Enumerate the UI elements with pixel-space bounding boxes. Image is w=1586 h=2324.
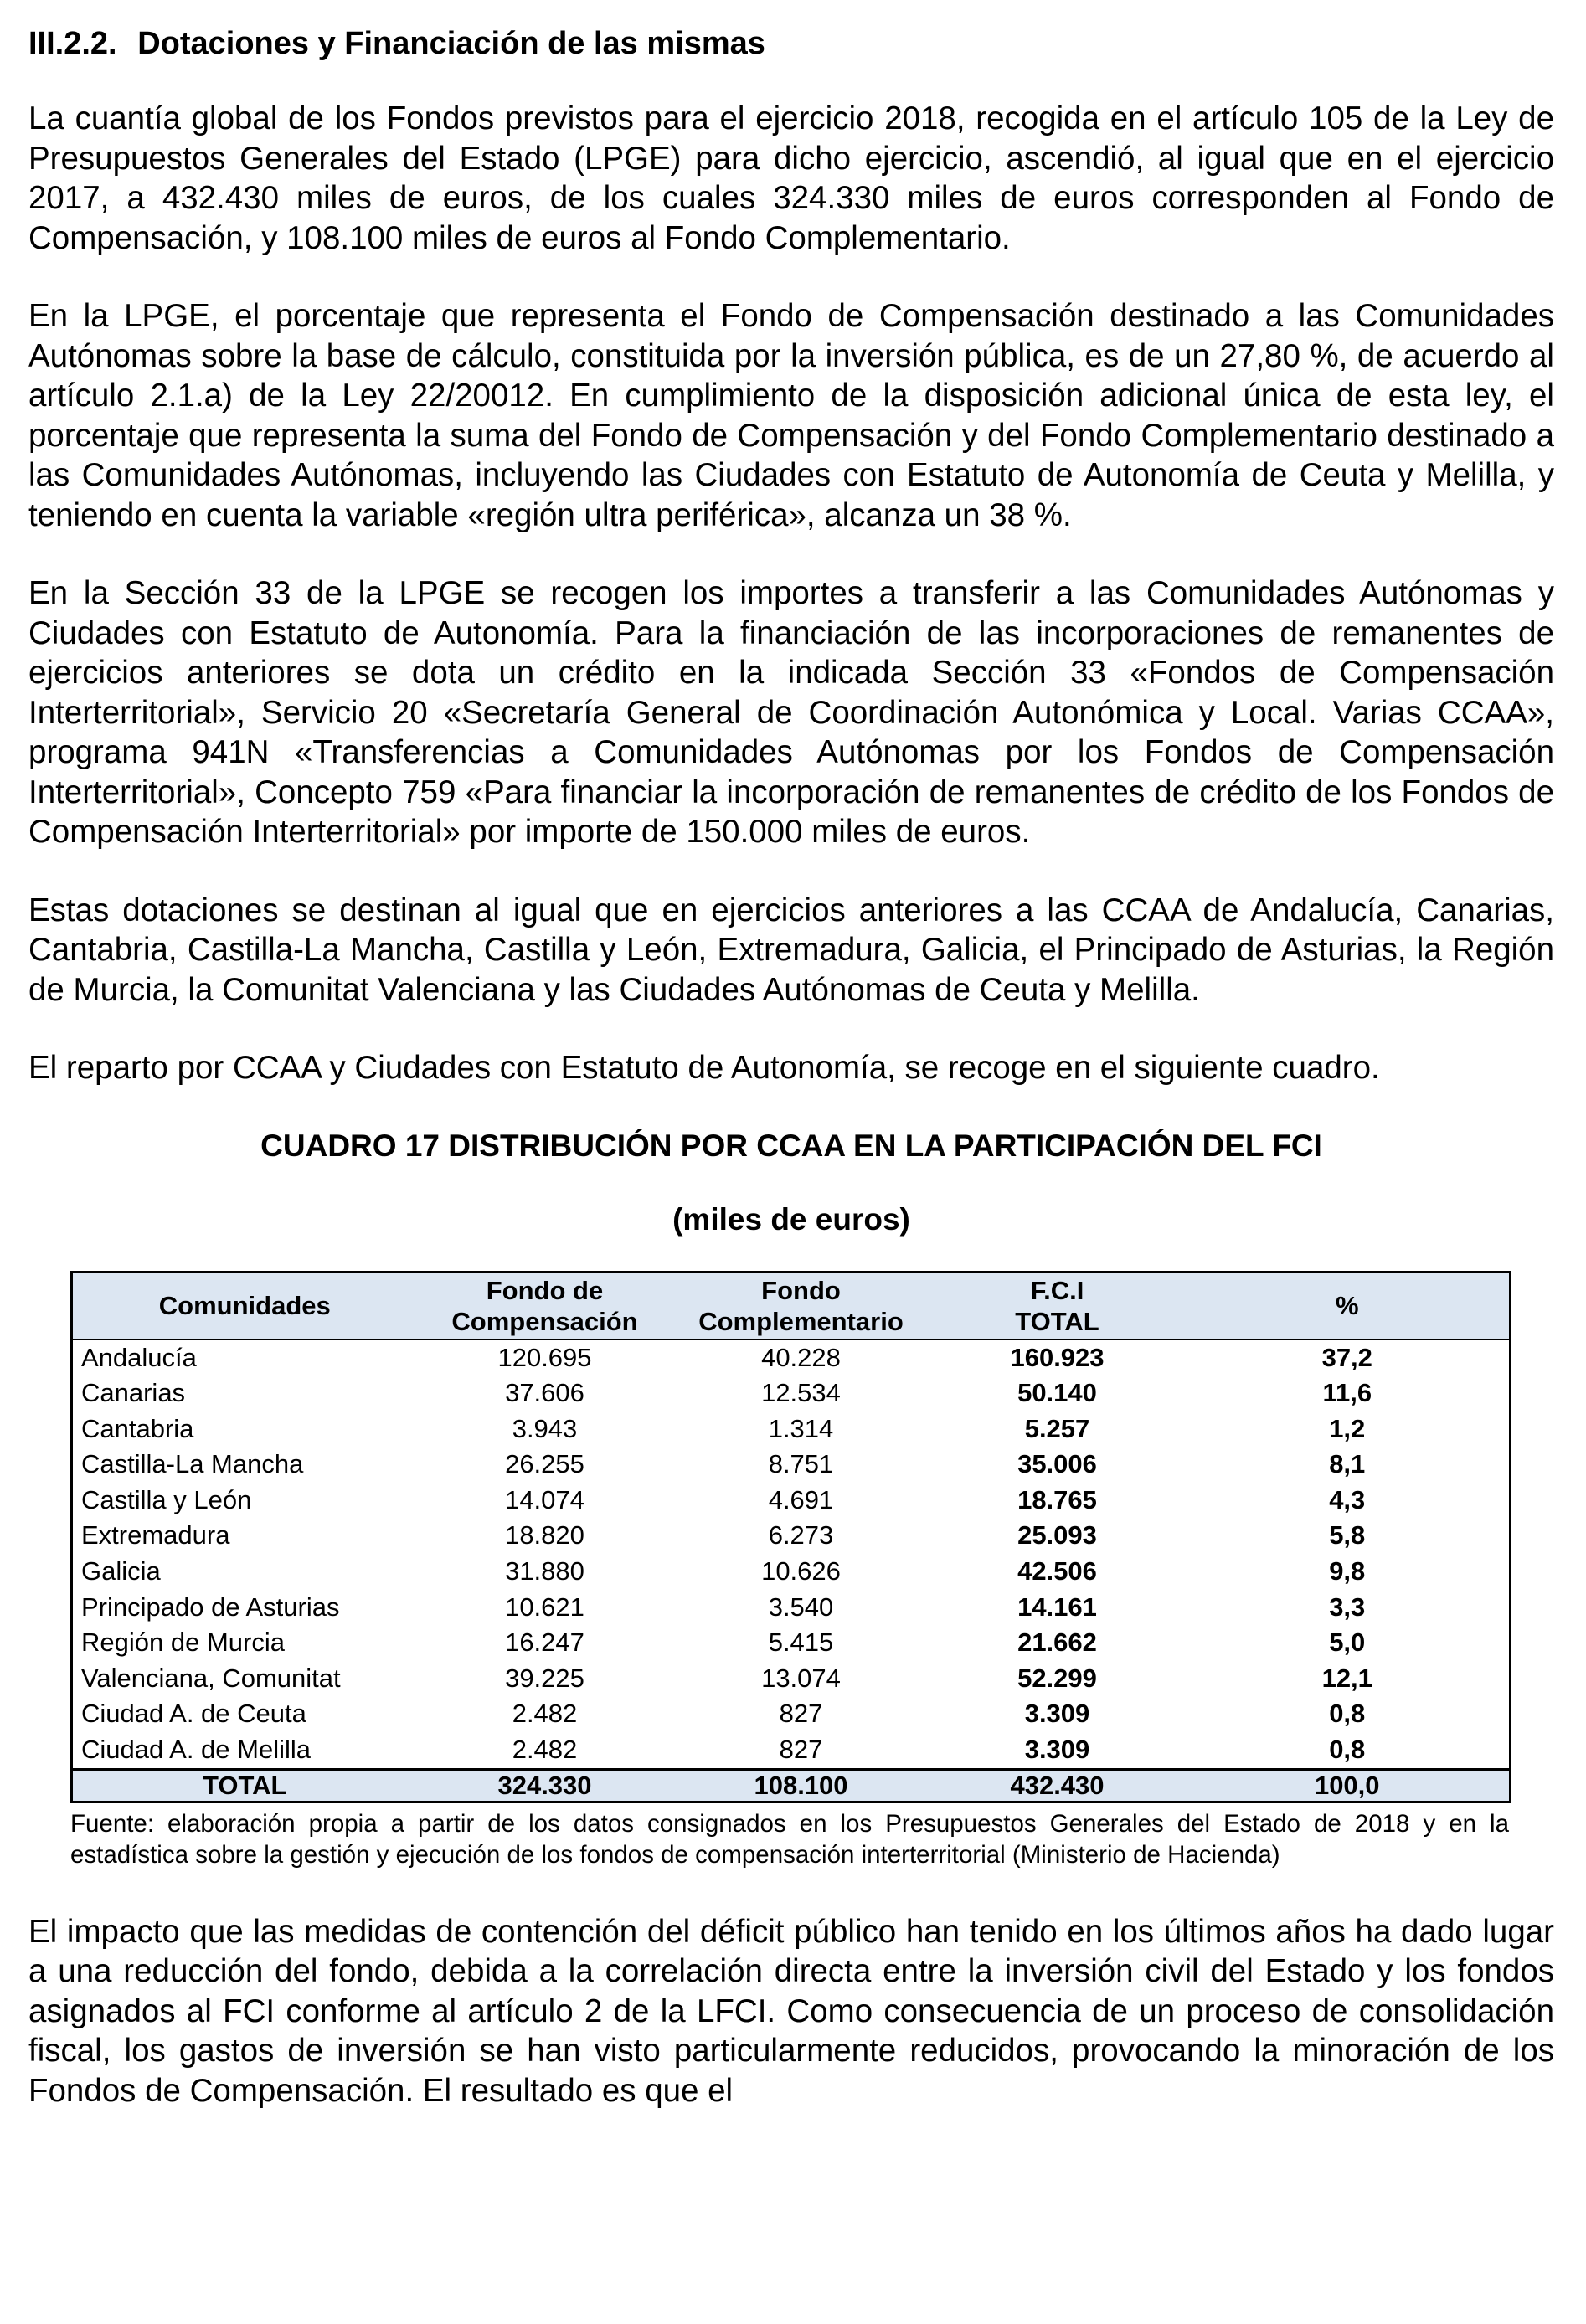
paragraph: En la Sección 33 de la LPGE se recogen los importes a transferir a las Comunidades Autónomas y Ciudades con Estatuto de Autonomía. Para la financiación de las incorporaciones de remanentes de ejercicios anteriores se dota un crédito en la indicada Sección 33 «Fondos de Compensación Interterritorial», Servicio 20 «Secretaría General de Coordinación Autonómica y Local. Varias CCAA», programa 941N «Transferencias a Comunidades Autónomas por los Fondos de Compensación Interterritorial», Concepto 759 «Para financiar la incorporación de remanentes de crédito de los Fondos de Compensación Interterritorial» por importe de 150.000 miles de euros. [28, 575, 1554, 850]
paragraph: Estas dotaciones se destinan al igual que en ejercicios anteriores a las CCAA de Andalucía, Canarias, Cantabria, Castilla-La Mancha, Castilla y León, Extremadura, Galicia, el Principado de Asturias, la Región de Murcia, la Comunitat Valenciana y las Ciudades Autónomas de Ceuta y Melilla. [28, 892, 1554, 1008]
cell-fondo-complementario: 13.074 [761, 1663, 841, 1693]
cell-fci-total: 5.257 [1024, 1413, 1090, 1443]
cell-percent: 9,8 [1329, 1556, 1366, 1586]
header-comunidades: Comunidades [72, 1272, 417, 1339]
cell-fci-total: 35.006 [1017, 1449, 1097, 1479]
table-title: CUADRO 17 DISTRIBUCIÓN POR CCAA EN LA PARTICIPACIÓN DEL FCI [260, 1128, 1322, 1163]
fci-distribution-table [70, 1271, 1511, 1803]
cell-comunidad: Castilla y León [81, 1484, 252, 1514]
cell-fci-total: 160.923 [1010, 1342, 1105, 1372]
cell-fci-total: 25.093 [1017, 1520, 1097, 1550]
cell-percent: 5,0 [1329, 1627, 1366, 1658]
paragraph: La cuantía global de los Fondos previstos para el ejercicio 2018, recogida en el artículo 105 de la Ley de Presupuestos Generales del Estado (LPGE) para dicho ejercicio, ascendió, al igual que en el ejercicio 2017, a 432.430 miles de euros, de los cuales 324.330 miles de euros corresponden al Fondo de Compensación, y 108.100 miles de euros al Fondo Complementario. [28, 100, 1554, 256]
table-row [72, 1375, 1511, 1411]
cell-fondo-complementario: 1.314 [768, 1413, 834, 1443]
table-body [72, 1339, 1511, 1770]
table-row [72, 1483, 1511, 1519]
table-total-row [72, 1769, 1511, 1802]
cell-fci-total: 14.161 [1017, 1591, 1097, 1622]
table-row [72, 1411, 1511, 1447]
cell-fondo-complementario: 5.415 [768, 1627, 834, 1658]
cell-fondo-compensacion: 10.621 [505, 1591, 584, 1622]
cell-fondo-compensacion: 2.482 [512, 1735, 578, 1765]
paragraph: En la LPGE, el porcentaje que representa el Fondo de Compensación destinado a las Comunidades Autónomas sobre la base de cálculo, constituida por la inversión pública, es de un 27,80 %, de acuerdo al artículo 2.1.a) de la Ley 22/20012. En cumplimiento de la disposición adicional única de esta ley, el porcentaje que representa la suma del Fondo de Compensación y del Fondo Complementario destinado a las Comunidades Autónomas, incluyendo las Ciudades con Estatuto de Autonomía de Ceuta y Melilla, y teniendo en cuenta la variable «región ultra periférica», alcanza un 38 %. [28, 298, 1554, 533]
table-row [72, 1590, 1511, 1626]
cell-fci-total: 50.140 [1017, 1378, 1097, 1408]
cell-percent: 11,6 [1322, 1378, 1372, 1408]
cell-fci-total: 3.309 [1024, 1699, 1090, 1729]
cell-comunidad: Región de Murcia [81, 1627, 285, 1658]
cell-comunidad: Canarias [81, 1378, 186, 1408]
cell-fondo-compensacion: 120.695 [497, 1342, 592, 1372]
table-row [72, 1554, 1511, 1590]
header-percent: % [1186, 1272, 1511, 1339]
cell-fondo-compensacion: 31.880 [505, 1556, 584, 1586]
cell-fondo-complementario: 4.691 [768, 1484, 834, 1514]
cell-comunidad: Principado de Asturias [81, 1591, 340, 1622]
cell-fondo-compensacion: 37.606 [505, 1378, 584, 1408]
cell-percent: 12,1 [1321, 1663, 1372, 1693]
table-header-row [72, 1272, 1511, 1339]
table-row [72, 1518, 1511, 1554]
table-row [72, 1661, 1511, 1697]
section-heading [28, 23, 1554, 64]
header-fondo-complementario: Fondo Complementario [673, 1272, 929, 1339]
cell-fci-total: 21.662 [1017, 1627, 1097, 1658]
header-fci-total: F.C.I TOTAL [929, 1272, 1186, 1339]
header-fondo-compensacion: Fondo de Compensación [417, 1272, 673, 1339]
cell-fci-total: 3.309 [1024, 1735, 1090, 1765]
table-row [72, 1339, 1511, 1376]
table-row [72, 1625, 1511, 1661]
cell-percent: 0,8 [1329, 1699, 1366, 1729]
table-row [72, 1696, 1511, 1732]
paragraph: El reparto por CCAA y Ciudades con Estatuto de Autonomía, se recoge en el siguiente cuadro. [28, 1050, 1380, 1086]
cell-fondo-compensacion: 3.943 [512, 1413, 578, 1443]
cell-percent: 8,1 [1329, 1449, 1366, 1479]
total-fondo-complementario: 108.100 [673, 1769, 929, 1802]
closing-paragraph: El impacto que las medidas de contención del déficit público han tenido en los últimos años ha dado lugar a una reducción del fondo, debida a la correlación directa entre la inversión civil del Estado y los fondos asignados al FCI conforme al artículo 2 de la LFCI. Como consecuencia de un proceso de consolidación fiscal, los gastos de inversión se han visto particularmente reducidos, provocando la minoración de los Fondos de Compensación. El resultado es que el [28, 1913, 1554, 2109]
cell-fondo-complementario: 12.534 [761, 1378, 841, 1408]
section-number: III.2.2. [28, 26, 117, 61]
total-percent: 100,0 [1186, 1769, 1511, 1802]
table-row [72, 1732, 1511, 1769]
cell-comunidad: Valenciana, Comunitat [81, 1663, 341, 1693]
cell-fondo-compensacion: 39.225 [505, 1663, 584, 1693]
cell-fondo-complementario: 40.228 [761, 1342, 841, 1372]
section-title: Dotaciones y Financiación de las mismas [137, 26, 765, 61]
cell-fondo-complementario: 827 [779, 1735, 823, 1765]
cell-comunidad: Castilla-La Mancha [81, 1449, 304, 1479]
cell-fondo-complementario: 6.273 [768, 1520, 834, 1550]
cell-fci-total: 52.299 [1017, 1663, 1097, 1693]
cell-percent: 4,3 [1329, 1484, 1366, 1514]
cell-comunidad: Ciudad A. de Ceuta [81, 1699, 306, 1729]
cell-percent: 1,2 [1329, 1413, 1366, 1443]
total-label: TOTAL [72, 1769, 417, 1802]
cell-fondo-compensacion: 2.482 [512, 1699, 578, 1729]
cell-fondo-compensacion: 14.074 [505, 1484, 584, 1514]
table-units: (miles de euros) [672, 1201, 910, 1237]
cell-fci-total: 18.765 [1017, 1484, 1097, 1514]
cell-fondo-compensacion: 26.255 [505, 1449, 584, 1479]
table-source-note: Fuente: elaboración propia a partir de los datos consignados en los Presupuestos Generales del Estado de 2018 y en la estadística sobre la gestión y ejecución de los fondos de compensación interterritorial (Ministerio de Hacienda) [70, 1809, 1509, 1869]
total-fci: 432.430 [929, 1769, 1186, 1802]
cell-fondo-compensacion: 16.247 [505, 1627, 584, 1658]
total-fondo-compensacion: 324.330 [417, 1769, 673, 1802]
cell-comunidad: Cantabria [81, 1413, 194, 1443]
cell-fondo-complementario: 8.751 [768, 1449, 834, 1479]
cell-comunidad: Extremadura [81, 1520, 230, 1550]
cell-fondo-complementario: 10.626 [761, 1556, 841, 1586]
cell-fondo-compensacion: 18.820 [505, 1520, 584, 1550]
cell-fci-total: 42.506 [1017, 1556, 1097, 1586]
cell-fondo-complementario: 827 [779, 1699, 823, 1729]
document-page [28, 23, 1554, 2149]
cell-fondo-complementario: 3.540 [768, 1591, 834, 1622]
cell-comunidad: Ciudad A. de Melilla [81, 1735, 311, 1765]
cell-percent: 3,3 [1329, 1591, 1366, 1622]
cell-percent: 5,8 [1329, 1520, 1366, 1550]
cell-percent: 37,2 [1321, 1342, 1372, 1372]
cell-comunidad: Galicia [81, 1556, 161, 1586]
table-row [72, 1447, 1511, 1483]
cell-comunidad: Andalucía [81, 1342, 197, 1372]
cell-percent: 0,8 [1329, 1735, 1366, 1765]
